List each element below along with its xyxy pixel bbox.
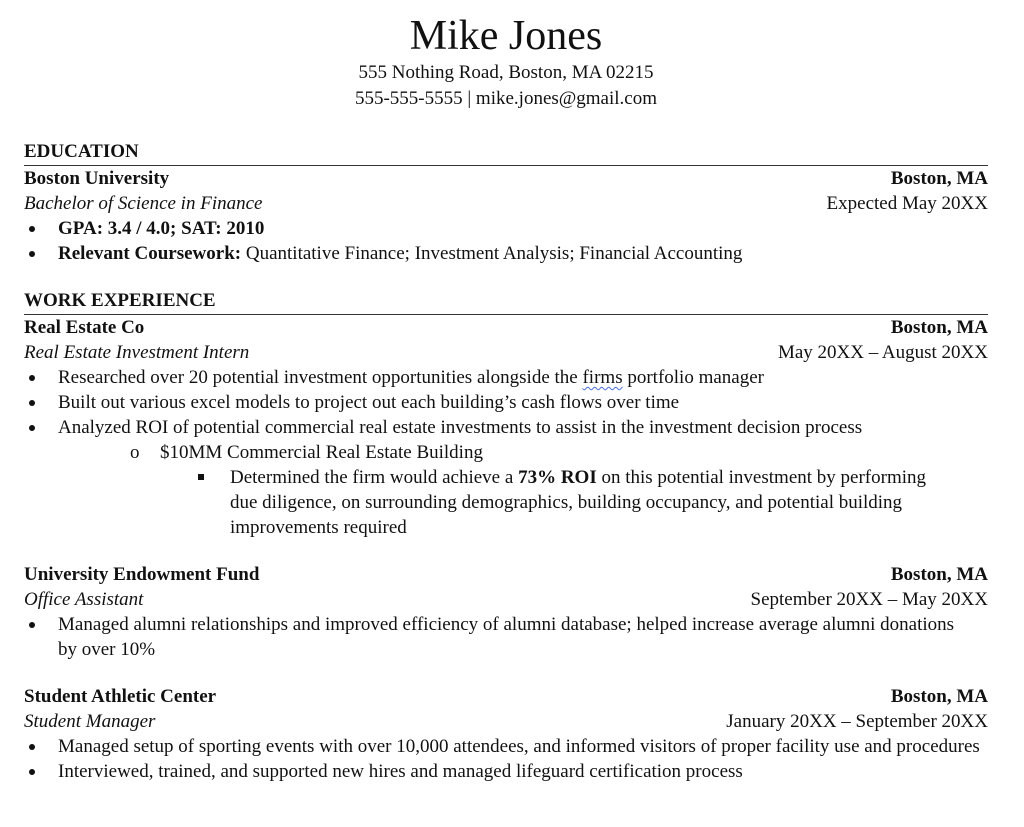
location: Boston, MA	[890, 686, 988, 707]
work-section	[24, 288, 988, 784]
text: on this potential investment by performing due diligence, on surrounding demographics, building occupancy, and potential building improvements required	[230, 467, 926, 538]
date: Expected May 20XX	[826, 193, 988, 214]
phone-email: 555-555-5555 | mike.jones@gmail.com	[354, 88, 658, 109]
company: Real Estate Co	[24, 317, 145, 338]
spellcheck-flagged-word[interactable]: firms	[582, 367, 623, 388]
list-item: Managed alumni relationships and improved efficiency of alumni database; helped increase average alumni donations by over 10%	[24, 612, 988, 662]
company: Student Athletic Center	[24, 686, 217, 707]
education-section	[24, 139, 988, 266]
role: Real Estate Investment Intern	[24, 342, 250, 363]
location: Boston, MA	[890, 168, 988, 189]
dates: May 20XX – August 20XX	[777, 342, 988, 363]
list-item: Analyzed ROI of potential commercial real estate investments to assist in the investment decision process	[24, 415, 988, 440]
sub-list-item: o $10MM Commercial Real Estate Building	[24, 440, 988, 465]
location: Boston, MA	[890, 317, 988, 338]
candidate-name: Mike Jones	[409, 13, 603, 59]
role: Office Assistant	[24, 589, 144, 610]
location: Boston, MA	[890, 564, 988, 585]
coursework: Quantitative Finance; Investment Analysis; Financial Accounting	[241, 243, 743, 264]
list-item: Built out various excel models to project out each building’s cash flows over time	[24, 390, 988, 415]
list-item: Managed setup of sporting events with over 10,000 attendees, and informed visitors of proper facility use and procedures	[24, 734, 988, 759]
text: Researched over 20 potential investment opportunities alongside the	[58, 367, 583, 388]
address: 555 Nothing Road, Boston, MA 02215	[358, 62, 654, 83]
text: portfolio manager	[622, 367, 764, 388]
coursework-label: Relevant Coursework:	[58, 243, 242, 264]
role: Student Manager	[24, 711, 156, 732]
text: Determined the firm would achieve a	[230, 467, 519, 488]
dates: January 20XX – September 20XX	[726, 711, 988, 732]
list-item	[24, 241, 988, 266]
list-item: Interviewed, trained, and supported new hires and managed lifeguard certification process	[24, 759, 988, 784]
company: University Endowment Fund	[24, 564, 260, 585]
section-title: WORK EXPERIENCE	[24, 288, 988, 315]
roi-value: 73% ROI	[518, 467, 597, 488]
school-name: Boston University	[24, 168, 170, 189]
dates: September 20XX – May 20XX	[750, 589, 988, 610]
sub-sub-list-item	[24, 465, 988, 540]
list-item	[24, 365, 988, 390]
job-entry	[24, 684, 988, 784]
job-entry	[24, 315, 988, 540]
section-title: EDUCATION	[24, 139, 988, 166]
job-entry	[24, 562, 988, 662]
list-item: GPA: 3.4 / 4.0; SAT: 2010	[24, 216, 988, 241]
degree: Bachelor of Science in Finance	[24, 193, 263, 214]
